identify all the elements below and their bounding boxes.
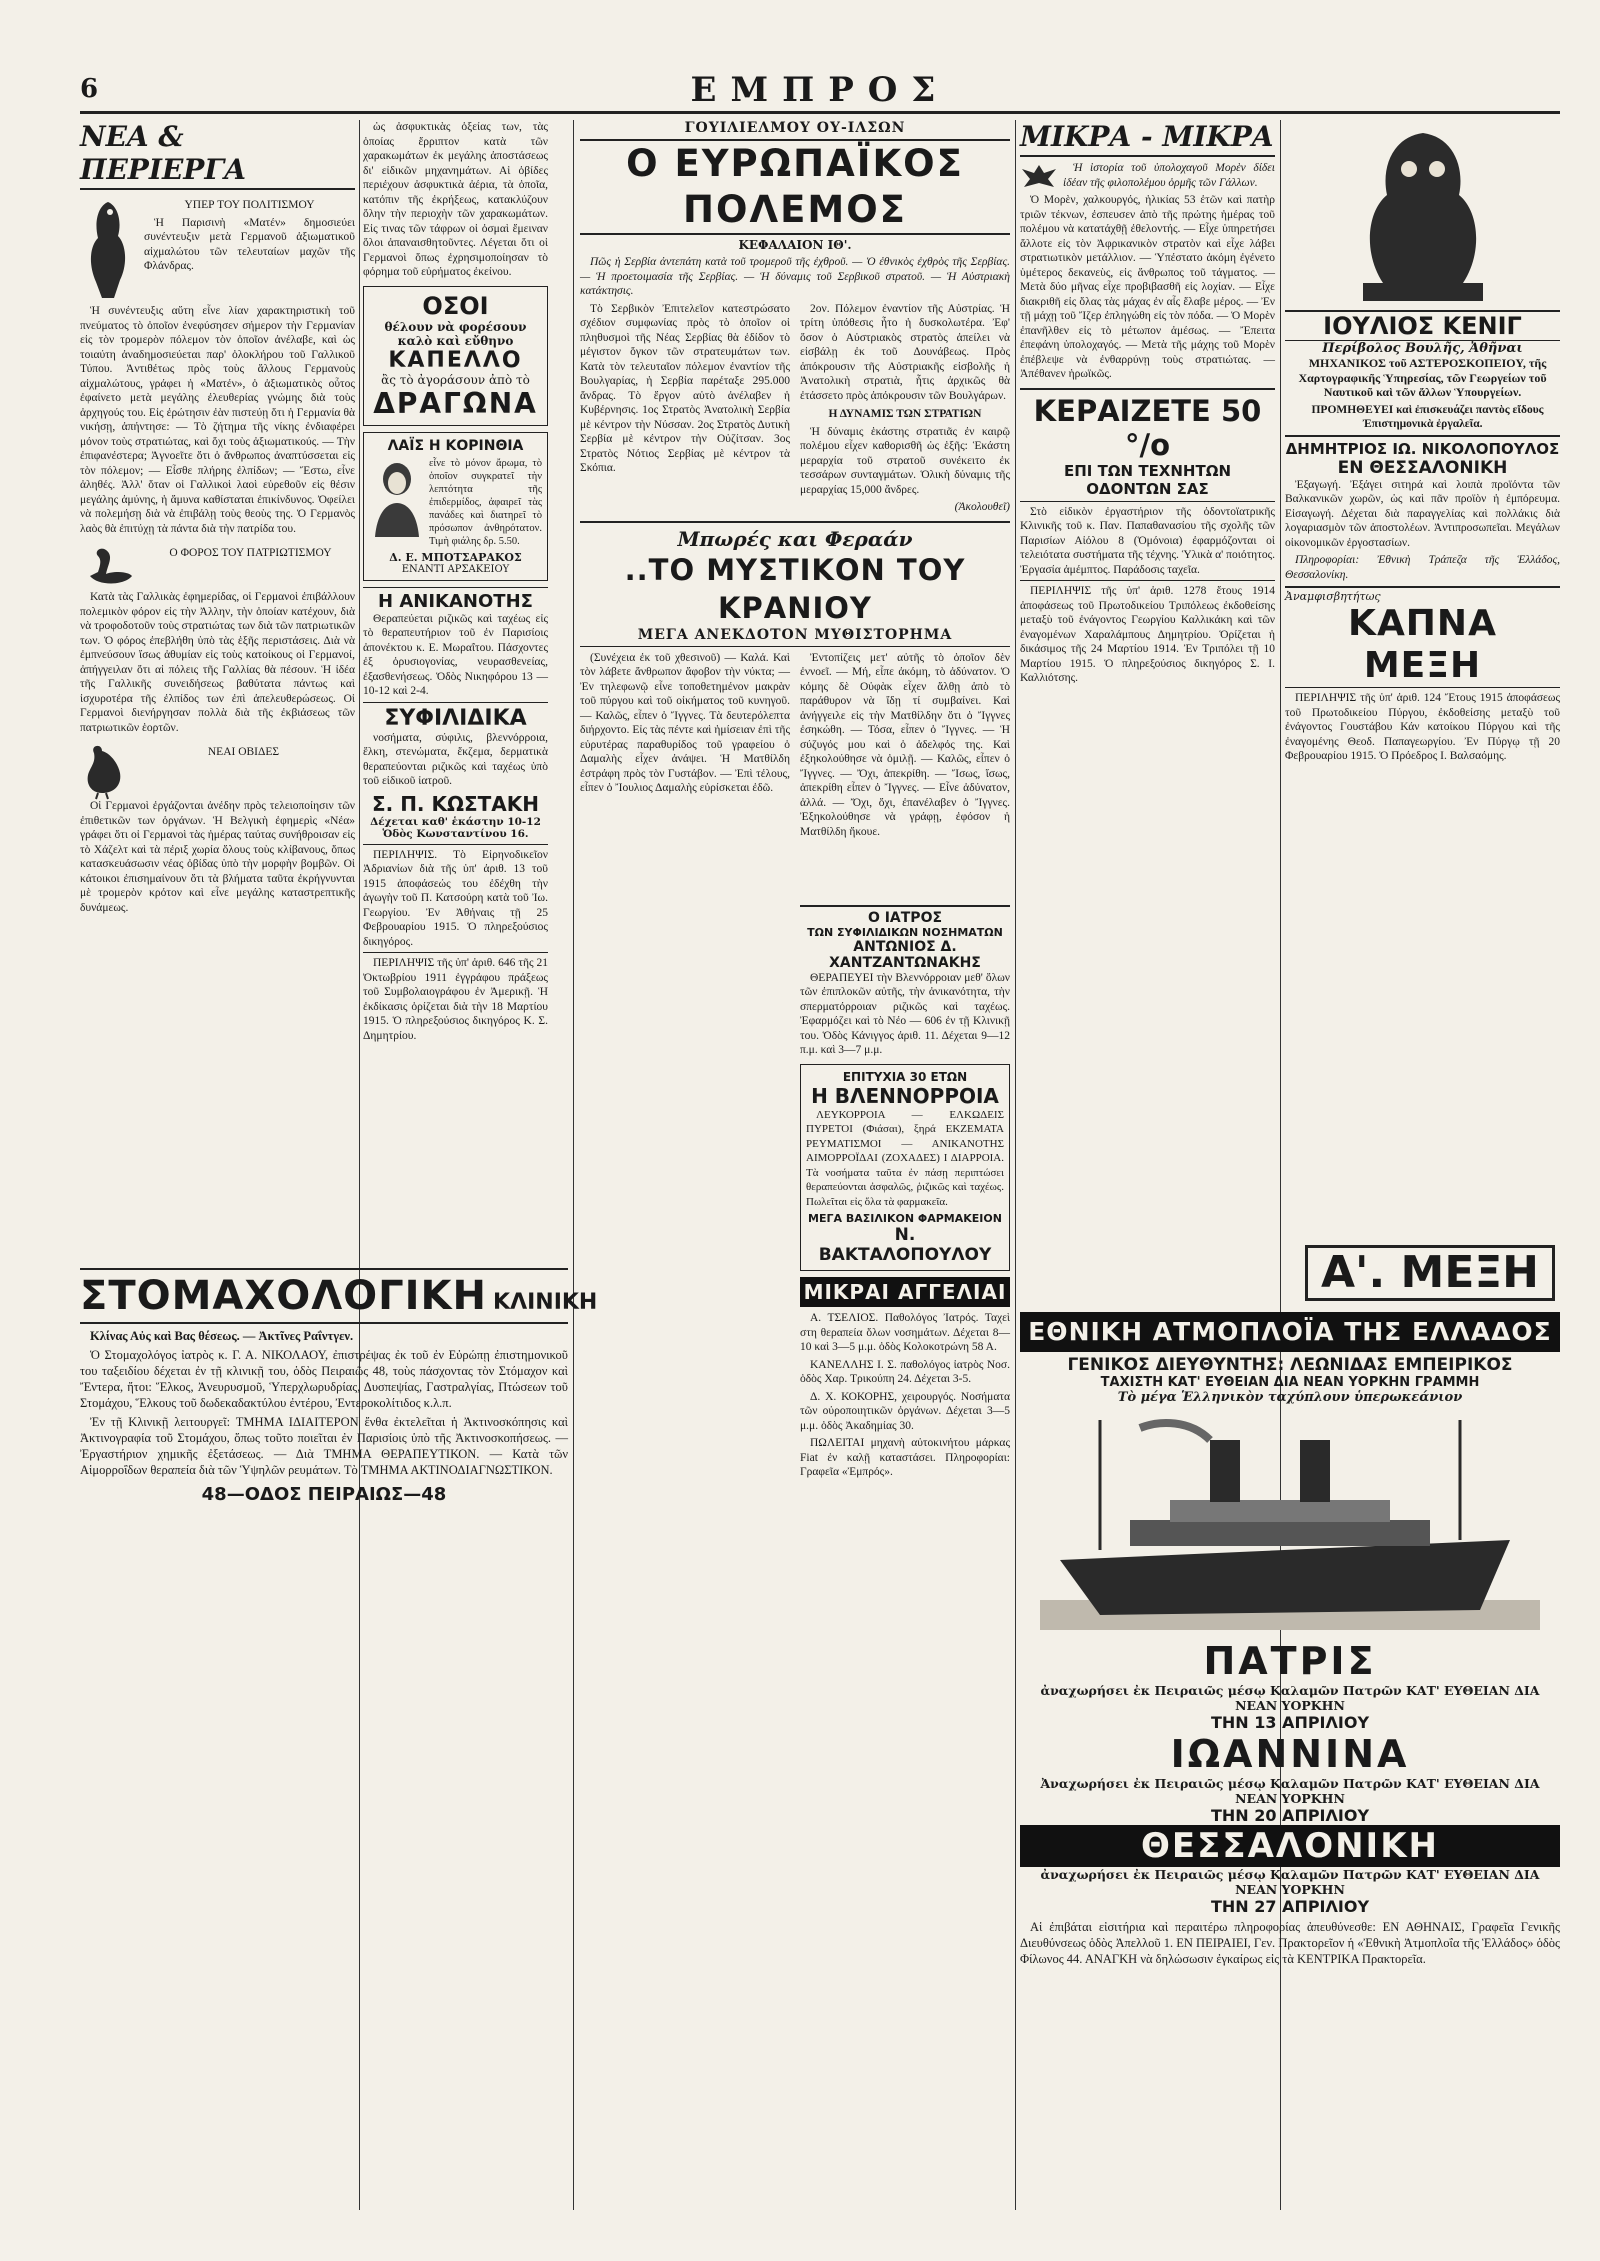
item-head: Ο ΦΟΡΟΣ ΤΟΥ ΠΑΤΡΙΩΤΙΣΜΟΥ [169, 547, 332, 559]
vessel-route: Ἀναχωρήσει ἐκ Πειραιῶς μέσῳ Καλαμῶν Πατρῶν ΚΑΤ' ΕΥΘΕΙΑΝ ΔΙΑ ΝΕΑΝ ΥΟΡΚΗΝ [1040, 1776, 1540, 1806]
ship-company: ΕΘΝΙΚΗ ΑΤΜΟΠΛΟΪΑ ΤΗΣ ΕΛΛΑΔΟΣ [1020, 1312, 1560, 1352]
classified-ad: ΚΑΝΕΛΛΗΣ Ι. Σ. παθολόγος ἰατρὸς Νοσ. ὁδὸς Χαρ. Τρικούπη 24. Δέχεται 3-5. [800, 1358, 1010, 1385]
item-lead: Ἡ Παρισινὴ «Ματέν» δημοσιεύει συνέντευξιν μετὰ Γερμανοῦ ἀξιωματικοῦ αἰχμαλώτου τῶν τελευταίων μαχῶν τῆς Φλάνδρας. [144, 216, 355, 272]
pharmacy-owner: Ν. ΒΑΚΤΑΛΟΠΟΥΛΟΥ [818, 1225, 992, 1265]
classified-ad: Δ. Χ. ΚΟΚΟΡΗΣ, χειρουργός. Νοσήματα τῶν οὐροποιητικῶν ὀργάνων. Δέχεται 3—5 μ.μ. ὁδὸς Ἀκαδημίας 30. [800, 1390, 1010, 1432]
clinic-line: Ἐν τῇ Κλινικῇ λειτουργεῖ: ΤΜΗΜΑ ΙΔΙΑΙΤΕΡΟΝ ἔνθα ἐκτελεῖται ἡ Ἀκτινοσκόπησις καὶ Ἀκτινογραφία τοῦ Στομάχου, ὅπως τοῦτο ποιεῖται ἐν Παρισίοις ὑπὸ τῆς Ἀκτινοσκοπήσεως. — Ἐργαστήριον χημικῆς ἐξετάσεως. — Διὰ ΤΜΗΜΑ ΘΕΡΑΠΕΥΤΙΚΟΝ. — Κατὰ τῶν Αἱμορροΐδων θεραπεία διὰ τῶν Ὑψηλῶν ρευμάτων. Τὸ ΤΜΗΜΑ ΑΚΤΙΝΟΔΙΑΓΝΩΣΤΙΚΟΝ. [80, 1415, 568, 1477]
news-lead: Ἡ ἱστορία τοῦ ὑπολοχαγοῦ Μορὲν δίδει ἰδέαν τῆς φιλοπολέμου ὁρμῆς τῶν Γάλλων. [1063, 162, 1275, 189]
eagle-emblem-icon [1020, 161, 1058, 191]
doctor-name: ΑΝΤΩΝΙΟΣ Δ. ΧΑΝΤΖΑΝΤΩΝΑΚΗΣ [829, 938, 981, 971]
classifieds-title: ΜΙΚΡΑΙ ΑΓΓΕΛΙΑΙ [800, 1277, 1010, 1307]
perfume-ad [363, 432, 548, 581]
vessel-name: ΠΑΤΡΙΣ [1203, 1639, 1377, 1683]
article-subhead: Η ΔΥΝΑΜΙΣ ΤΩΝ ΣΤΡΑΤΙΩΝ [828, 408, 982, 420]
ad-body: Ἐξαγωγή. Ἐξάγει σιτηρά καὶ λοιπὰ προϊόντα τῶν Βαλκανικῶν χωρῶν, ὡς καὶ πᾶν προϊὸν ἡ ἐμπόρευμα. Εἰσαγωγή. Δέχεται διὰ παραγγελίας καὶ πολλάκις διὰ λογαριασμὸν τῶν ἀποστολέων. Ἀντιπροσωπεῖαι. Μεγάλων οἰκονομικῶν ἐργοστασίων. [1285, 478, 1560, 549]
column-rule [1015, 120, 1016, 2210]
serial-text: Ἐντοπίζεις μετ' αὐτῆς τὸ ὁποῖον δὲν ἐννοεῖ. — Μή, εἶπε ἀκόμη, τὸ ἀδύνατον. Ὁ κόμης δὲ Οὐφὰκ εἶχεν ἄλθῃ ἀπὸ τὸ παράθυρον νὰ ἴδῃ τί συμβαίνει. Καὶ ἀνήγγειλε εἰς τὴν Ματθίλδην ὅτι ὁ Ἴγγνες ἐσηκώθη. — Τόσα, εἶπεν ὁ Ἴγγνες. — Ἡ σύζυγός μου καὶ ὁ ἀδελφός της. Καὶ ἐξηκολούθησε νὰ ὁμιλῇ. — Καλῶς, εἶπεν ὁ Ἴγγνες. — Ὄχι, ἀπεκρίθη. — Ἴσως, ἴσως, ἀπεκρίθη εἶπεν ὁ Ἴγγνες. — Εἶνε ἀδύνατον, ἀλλά. — Ὄχι, ὄχι, ἐπανέλαβεν ὁ Ἴγγνες. Ἐξηκολούθησε νὰ γράφῃ, ἐφόσον ἡ Ματθίλδη ἤκουε. [800, 651, 1010, 838]
article-text: 2ον. Πόλεμον ἐναντίον τῆς Αὐστρίας. Ἡ τρίτη ὑπόθεσις ἦτο ἡ δυσκολωτέρα. Ἐφ' ὅσον ὁ Αὐστριακὸς στρατὸς ἀπείλει νὰ εἰσβάλῃ ἐκ τοῦ Δουνάβεως. Πρὸς ἀπόκρουσιν τῆς Αὐστριακῆς εἰσβολῆς ἡ Ἀνατολικὴ στρατιὰ, ἧτις ἀρχικῶς θὰ ἐτάσσετο πρὸς ἀπόκρουσιν τῶν Βουλγάρων. [800, 302, 1010, 402]
clinic-box-ad [800, 1064, 1010, 1272]
column-ads-right [1285, 120, 1560, 1240]
item-head: ΝΕΑΙ ΟΒΙΔΕΣ [207, 746, 280, 758]
tobacco-ad [1285, 586, 1560, 687]
chapter-label: ΚΕΦΑΛΑΙΟΝ ΙΘ'. [738, 238, 852, 252]
ad-body: ΜΗΧΑΝΙΚΟΣ τοῦ ΑΣΤΕΡΟΣΚΟΠΕΙΟΥ, τῆς Χαρτογραφικῆς Ὑπηρεσίας, τῶν Γεωργείων τοῦ Ναυτικοῦ καὶ τῶν ἄλλων Ὑπουργείων. [1298, 356, 1547, 399]
ship-director: ΓΕΝΙΚΟΣ ΔΙΕΥΘΥΝΤΗΣ: ΛΕΩΝΙΔΑΣ ΕΜΠΕΙΡΙΚΟΣ [1067, 1355, 1513, 1375]
ship-subtitle: Τὸ μέγα Ἑλληνικὸν ταχύπλουν ὑπερωκεάνιον [1117, 1390, 1463, 1405]
ship-contact: Αἱ ἐπιβάται εἰσιτήρια καὶ περαιτέρω πληροφορίας ἀπευθύνεσθε: ΕΝ ΑΘΗΝΑΙΣ, Γραφεῖα Γενικῆς Διευθύνσεως ὁδὸς Ἀπελλοῦ 1. ΕΝ ΠΕΙΡΑΙΕΙ, Γεν. Πρακτορεῖον ἡ «Ἐθνικὴ Ἀτμοπλοΐα τῆς Ἑλλάδος» ὁδὸς Φίλωνος 44. ΑΝΑΓΚΗ νὰ δηλώσωσιν ἐγκαίρως εἰς τὰ ΚΕΝΤΡΙΚΑ Πρακτορεῖα. [1020, 1920, 1560, 1966]
item-body: Οἱ Γερμανοὶ ἐργάζονται ἀνέδην πρὸς τελειοποίησιν τῶν ἐπιθετικῶν των ὀργάνων. Ἡ Βελγικὴ ἐφημερὶς «Νέα» γράφει ὅτι οἱ Γερμανοὶ τὰς ἡμέρας ταύτας συνήθροισαν εἰς τὸ Χάζελτ καὶ τὰ πέριξ χωρία ὅλους τοὺς κλίβανους, ὅπως κατασκευάσωσιν νέας ὀβίδας ὑπὸ τὴν μορφὴν βομβῶν. Οἱ κάτοικοι ἐπισημαίνουν ὅτι τὰ βλήματα ταῦτα ἐκρήγνυνται μὲ τρομερὸν κρότον καὶ εἶνε μεγάλης καταστρεπτικῆς δυνάμεως. [80, 800, 355, 914]
hat-ad [363, 286, 548, 426]
article-text: Τὸ Σερβικὸν Ἐπιτελεῖον κατεστρώσατο σχέδιον συμφωνίας πρὸς τὸ ὁποῖον οἱ πληθυσμοὶ τῆς Νέας Σερβίας θὰ ἐδίδον τὸ μέγιστον ὄγκον τῶν στρατευμάτων των. Κατὰ τὸν τελευταῖον πόλεμον ἐναντίον τῆς Βουλγαρίας, ἡ Σερβία παρέταξε 295.000 ἄνδρας. Τὸ ἔργον αὐτὸ ἀνέλαβεν ἡ Κυβέρνησις. 1ος Στρατὸς Ἀνατολικὴ Σερβία μὲ κέντρον τὴν Νύσσαν. 2ος Στρατὸς Δυτικὴ Σερβία μὲ κέντρον τὴν Οὐζίτσαν. 3ος Στρατὸς Νότιος Σερβίας μὲ κέντρον τὰ Σκόπια. [580, 302, 790, 474]
item-body: Ἡ συνέντευξις αὕτη εἶνε λίαν χαρακτηριστικὴ τοῦ πνεύματος τὸ ὁποῖον ἐνεφύσησεν σήμερον τὴν Γερμανίαν εἰς τὸν τρομερὸν πόλεμον τὸν ὁποῖον ἀνέλαβε, καὶ ὡς τοιαύτη ἀναδημοσιεύεται παρ' ὁλοκλήρου τοῦ Γαλλικοῦ Τύπου. Ἀντιθέτως πρὸς τοὺς ἄλλους Γερμανοὺς αἰχμαλώτους, γράφει ἡ «Ματέν», ὁ ἀξιωματικὸς οὗτος ἐφαίνετο μετὰ μεγάλης ἐλευθερίας γνώμης διὰ τοὺς ἀρχηγούς του. Εἰς ἐρώτησιν ἐὰν πιστεύῃ ὅτι ἡ Γερμανία θὰ νικήσῃ, ἀπήντησε: — Τὸ ζήτημα τῆς νίκης ἐνδιαφέρει μόνον τοὺς στρατιώτας, καὶ ὄχι τοὺς ἀξιωματικούς. — Τὴν ἐπιφανέστερα; Ἀγνοεῖτε ὅτι ὁ ἄνθρωπος ἀναπτύσσεται εἰς τὸν πόλεμον; — Εἶσθε πλήρης ἐλπίδων; — Ἔστω, εἶνε ἀληθές. Ἀλλ' ὅταν οἱ Γαλλικοὶ λαοὶ εὑρεθοῦν εἰς θέσιν μεγάλης ἀμύνης, ἡ ἄμυνα καθίσταται ἐπικίνδυνος. Ὀφείλει νὰ πολεμήσῃ διὰ νὰ ἐπιβάλῃ τοὺς θεοὺς της. Ὁ Γερμανὸς λαὸς θὰ ἐπιτύχῃ τὰ πάντα διὰ τὴν πατρίδα του. [80, 305, 355, 535]
newspaper-title: ΕΜΠΡΟΣ [690, 70, 950, 110]
vessel-date: ΤΗΝ 20 ΑΠΡΙΛΙΟΥ [1210, 1806, 1370, 1825]
ad-title: Η ΒΛΕΝΝΟΡΡΟΙΑ [811, 1083, 999, 1108]
masthead [80, 70, 1560, 114]
clinic-headline-2: ΚΛΙΝΙΚΗ [493, 1290, 598, 1315]
doctor-hours: Δέχεται καθ' ἑκάστην 10-12 Ὁδὸς Κωνσταντίνου 16. [370, 815, 541, 840]
war-headline: Ο ΕΥΡΩΠΑΪΚΟΣ ΠΟΛΕΜΟΣ [580, 139, 1010, 235]
ad-body: ΛΕΥΚΟΡΡΟΙΑ — ΕΛΚΩΔΕΙΣ ΠΥΡΕΤΟΙ (Φιάσαι), ξηρά ΕΚΖΕΜΑΤΑ ΡΕΥΜΑΤΙΣΜΟΙ — ΑΝΙΚΑΝΟΤΗΣ ΑΙΜΟΡΡΟΪΔΑΙ (ΖΟΧΑΔΕΣ) Ι ΔΙΑΡΡΟΙΑ. Τὰ νοσήματα ταῦτα ἐν πάσῃ περιπτώσει θεραπεύονται ἀσφαλῶς, ῥιζικῶς καὶ ταχέως. Πωλεῖται εἰς ὅλα τὰ φαρμακεῖα. [806, 1108, 1004, 1208]
article-continuation: ὡς ἀσφυκτικὰς ὀξείας των, τὰς ὁποίας ἔρριπτον κατὰ τῶν χαρακωμάτων ἐκ μεγάλης ἀποστάσεως δι' εἰδικῶν μηχανημάτων. Αἱ ὀβίδες περιέχουν ἀσφυκτικὰ ἀέρια, τὰ ὁποῖα, κατόπιν τῆς ἐκρήξεως, κατακλύζουν ὅλην τὴν περιοχὴν τῶν χαρακωμάτων. Εἰς τινας τῶν τάφρων οἱ ὀσμαὶ ἔμειναν ὅλοι ἀπαναισθητοῦντες. Λέγεται ὅτι οἱ Γερμανοὶ ὅπως ἐχρησιμοποίησαν τὸ φόρημα τοῦ εὐρήματος ἐκείνου. [363, 121, 548, 278]
classified-ad: Α. ΤΣΕΛΙΟΣ. Παθολόγος Ἰατρός. Ταχεὶ στη θεραπεία ὅλων νοσημάτων. Δέχεται 8—10 καὶ 3—5 μ.μ. ὁδὸς Κολοκοτρώνη 58 Α. [800, 1312, 1010, 1353]
ad-body: ΠΡΟΜΗΘΕΥΕΙ καὶ ἐπισκευάζει παντὸς εἴδους Ἐπιστημονικὰ ἐργαλεῖα. [1311, 403, 1544, 430]
ad-line: ἂς τὸ ἀγοράσουν ἀπὸ τὸ [381, 372, 530, 387]
serial-subtitle: ΜΕΓΑ ΑΝΕΚΔΟΤΟΝ ΜΥΘΙΣΤΟΡΗΜΑ [580, 627, 1010, 647]
shipping-ad [1020, 1312, 1560, 2208]
lady-portrait-icon [369, 457, 425, 537]
pharmacy-name: ΜΕΓΑ ΒΑΣΙΛΙΚΟΝ ΦΑΡΜΑΚΕΙΟΝ [808, 1212, 1002, 1225]
ad-title: ΙΟΥΛΙΟΣ ΚΕΝΙΓ [1285, 310, 1560, 341]
series-title: ΓΟΥΙΛΙΕΛΜΟΥ ΟΥ-ΙΛΣΩΝ [684, 120, 906, 136]
ad-title: ΕΠΙΤΥΧΙΑ 30 ΕΤΩΝ [842, 1069, 968, 1084]
ad-address: Περίβολος Βουλῆς, Ἀθῆναι [1322, 341, 1523, 356]
clinic-headline: ΣΤΟΜΑΧΟΛΟΓΙΚΗ [80, 1273, 488, 1319]
ad-line: ΟΣΟΙ [422, 291, 489, 320]
serial-authors: Μπωρές και Φεραάν [677, 526, 913, 551]
news-body: Ὁ Μορὲν, χαλκουργός, ἡλικίας 53 ἐτῶν καὶ πατὴρ τριῶν τέκνων, ἐσπευσεν ἀπὸ τῆς πρώτης ἡμέρας τοῦ πολέμου νὰ κατατάχθῇ ἐθελοντής. — Εἶχε ὑπηρετήσει ἄλλοτε εἰς τὸν Ἀφρικανικὸν στρατὸν καὶ εἶχε λάβει στρατιωτικὸν μετάλλιον. — Ὑπέστατο ἀκόμη ἐγένετο ὑμέτερος δεκανεὺς, εἰς ἄνθρωπος τοῦ τάγματος. — Μετὰ δύο μῆνας εἶχε προβιβασθῆ εἰς λοχίαν. — Εἶχε διακριθῆ εἰς ὅλας τὰς μάχας ἐν αἷς ἔλαβε μέρος. — Ἐν τῇ μάχῃ τοῦ Ἴζερ ἐπληγώθη εἰς τὸν πόδα. — Ὁ Μορὲν ἐπανῆλθεν εἰς τὸ μέτωπον ἀμέσως. — Ἔπειτα ἐπεφάνη ὑπολοχαγός. — Μετὰ τῆς μάχης τοῦ Μορὲν ἐπέβλεψε νὰ ἐνθαρρύνῃ τοὺς στρατιώτας. — Ἀπέθανεν ἡρωϊκῶς. [1020, 194, 1275, 380]
ad-line: καλὸ καὶ εὔθηνο [397, 333, 514, 348]
ship-route: ΤΑΧΙΣΤΗ ΚΑΤ' ΕΥΘΕΙΑΝ ΔΙΑ ΝΕΑΝ ΥΟΡΚΗΝ ΓΡΑΜΜΗ [1100, 1375, 1480, 1390]
item-head: ΥΠΕΡ ΤΟΥ ΠΟΛΙΤΙΣΜΟΥ [184, 199, 315, 211]
column-rule [573, 120, 574, 2210]
ad-title: ΔΗΜΗΤΡΙΟΣ ΙΩ. ΝΙΚΟΛΟΠΟΥΛΟΣ [1285, 435, 1560, 458]
ad-body: εἶνε τὸ μόνον ἄρωμα, τὸ ὁποῖον συγκρατεῖ τὴν λεπτότητα τῆς ἐπιδερμίδος, ἀφαιρεῖ τὰς πανάδες καὶ διατηρεῖ τὸ πρόσωπον ἀνθηρότατον. Τιμὴ φιάλης δρ. 5.50. [429, 457, 542, 547]
legal-notice: ΠΕΡΙΛΗΨΙΣ τῆς ὑπ' ἀριθ. 1278 ἔτους 1914 ἀποφάσεως τοῦ Πρωτοδικείου Τριπόλεως ἐκδοθείσης μεταξὺ τοῦ ἐνάγοντος Γεωργίου Καλλικάκη καὶ τῶν ἐναγομένων Χαραλάμπους Δημητρίου. Ὁρίζεται ἡ δικάσιμος τῆς 24 Μαρτίου 1914. Ἐν Τριπόλει τῇ 10 Μαρτίου 1915. Ὁ πληρεξούσιος δικηγόρος Σ. Ι. Καλλιότσης. [1020, 585, 1275, 684]
meksi-sign: Α'. ΜΕΞΗ [1305, 1245, 1555, 1301]
swan-icon [80, 542, 140, 590]
dental-ad [1020, 388, 1275, 578]
vessel-date: ΤΗΝ 13 ΑΠΡΙΛΙΟΥ [1210, 1713, 1370, 1732]
ad-city: ΕΝ ΘΕΣΣΑΛΟΝΙΚΗ [1337, 457, 1508, 478]
serial-text: (Συνέχεια ἐκ τοῦ χθεσινοῦ) — Καλά. Καὶ τὸν λάβετε ἄνθρωπον ἄφοβον τὴν νύκτα; — Ἐν τηλεφωνῷ εἶνε τοποθετημένον μακρὰν τοῦ πύργου καὶ τοῦ οἰκήματος τοῦ κυνηγοῦ. — Καλῶς, εἶπεν ὁ Ἴγγνες. Τὰ δευτερόλεπτα διήρχοντο. Εἰς τὰς πέντε καὶ ἡμίσειαν ἐπὶ τῆς εὐρυτέρας παραθυρίδος τοῦ γραφείου ὁ Δαμαλὴς εἶχεν ἀνάψει. Ἡ Ματθίλδη ἐστράφη πρὸς τὸν Γυστάβον. — Ἐπὶ τέλους, εἶπεν ὁ Ἴουλιος Δαμαλὴς εὑρίσκεται ἐδῶ. [580, 651, 790, 794]
ad-body: Πληροφορίαι: Ἐθνικὴ Τράπεζα τῆς Ἑλλάδος, Θεσσαλονίκη. [1285, 554, 1560, 581]
steamship-illustration [1020, 1407, 1560, 1637]
eagle-icon [80, 194, 138, 304]
vessel-name: ΙΩΑΝΝΙΝΑ [1170, 1732, 1410, 1776]
legal-notice: ΠΕΡΙΛΗΨΙΣ τῆς ὑπ' ἀριθ. 646 τῆς 21 Ὀκτωβρίου 1911 ἐγγράφου πράξεως τοῦ Συμβολαιογράφου ἐν Ἀμερικῇ. Ἡ ἐκδίκασις ὁρίζεται διὰ τὴν 18 Μαρτίου 1915. Ὁ πληρεξούσιος δικηγόρος Κ. Σ. Δημητρίου. [363, 957, 548, 1042]
ad-title: Ο ΙΑΤΡΟΣ [867, 909, 943, 926]
section-title: ΝΕΑ & ΠΕΡΙΕΡΓΑ [80, 120, 355, 190]
ad-subtitle: ΕΠΙ ΤΩΝ ΤΕΧΝΗΤΩΝ ΟΔΟΝΤΩΝ ΣΑΣ [1020, 462, 1275, 502]
ad-title: ΣΥΦΙΛΙΔΙΚΑ [363, 702, 548, 731]
vessel-route: ἀναχωρήσει ἐκ Πειραιῶς μέσῳ Καλαμῶν Πατρῶν ΚΑΤ' ΕΥΘΕΙΑΝ ΔΙΑ ΝΕΑΝ ΥΟΡΚΗΝ [1040, 1683, 1540, 1713]
vessel-date: ΤΗΝ 27 ΑΠΡΙΛΙΟΥ [1210, 1897, 1370, 1916]
column-small-news [1020, 120, 1275, 1260]
serial-title: ..ΤΟ ΜΥΣΤΙΚΟΝ ΤΟΥ ΚΡΑΝΙΟΥ [624, 552, 966, 625]
ad-title: ΚΕΡΑΙΖΕΤΕ 50 °/ο [1033, 393, 1262, 462]
doctor-name: Σ. Π. ΚΩΣΤΑΚΗ [371, 791, 540, 816]
legal-notice: ΠΕΡΙΛΗΨΙΣ τῆς ὑπ' ἀριθ. 124 Ἔτους 1915 ἀποφάσεως τοῦ Πρωτοδικείου Πύργου, ἐκδοθείσης μεταξὺ τοῦ ἐνάγοντος Γουστάβου Κάν κατοίκου Πύργου καὶ τῆς ἐναγομένης Θεοδ. Παπαγεωργίου. Ἐν Πύργῳ τῇ 20 Φεβρουαρίου 1915. Ὁ Πρόεδρος Ι. Βαλσαόμης. [1285, 692, 1560, 762]
legal-notice: ΠΕΡΙΛΗΨΙΣ. Τὸ Εἰρηνοδικεῖον Ἀδριανίων διὰ τῆς ὑπ' ἀριθ. 13 τοῦ 1915 ἀποφάσεώς του ἐδέχθη τὴν ἀγωγὴν τοῦ Π. Κατσούρη κατὰ τοῦ Ἰω. Γεωργίου. Ἐν Ἀθήναις τῇ 25 Φεβρουαρίου 1915. Ὁ πληρεξούσιος δικηγόρος. [363, 848, 548, 948]
item-body: Κατὰ τὰς Γαλλικὰς ἐφημερίδας, οἱ Γερμανοὶ ἐπιβάλλουν πολεμικὸν φόρον εἰς τὴν Ἀλλην, τὴν ὁποίαν κατέχουν, διὰ νὰ τροφοδοτοῦν τοὺς στρατιώτας των διὰ τῶν πατριωτικῶν των. Ὁ φόρος ἐπεβλήθη ὑπὸ τὰς ἑξῆς περιστάσεις. Διὰ νὰ ἐμπνεύσουν ἴσως ἀθυμίαν εἰς τοὺς κατοίκους οἱ Γερμανοί, ἀπήγγειλαν ὅτι αἱ πόλεις τῆς Γαλλίας θὰ πέσουν. Ἡ ἰδέα τῆς Γαλλικῆς συνειδήσεως βαθύτατα πάντως καὶ ἰσχυροτέρα τῆς ἐλπίδος των ἐπὶ ἀπελευθερώσεως. Οἱ Γερμανοὶ διενήργησαν πολλὰ διὰ τῆς ἐκβιάσεως τῶν πατριωτικῶν ἑορτῶν. [80, 591, 355, 734]
ad-body: Στὸ εἰδικὸν ἐργαστήριον τῆς ὀδοντοϊατρικῆς Κλινικῆς τοῦ κ. Παν. Παπαθανασίου τῆς σχολῆς τῶν Παρισίων Αἰόλου 8 (Ὁμόνοια) ἐφαρμόζονται οἱ τελειότατα συστήματα τῆς τέχνης. Ὑλικὰ α' ποιότητος. Ἐργασία ἀμέμπτος. Παράδοσις ταχεῖα. [1020, 505, 1275, 576]
ad-tagline: Ἀναμφισβητήτως [1285, 590, 1381, 603]
column-news [80, 120, 355, 1260]
ad-seller: Δ. Ε. ΜΠΟΤΣΑΡΑΚΟΣ [389, 550, 522, 564]
chapter-summary: Πῶς ἡ Σερβία ἀντεπάτη κατὰ τοῦ τρομεροῦ τῆς ἐχθροῦ. — Ὁ ἐθνικὸς ἐχθρὸς τῆς Σερβίας. — Ἡ προετοιμασία τῆς Σερβίας. — Ἡ δύναμις τοῦ Σερβικοῦ στρατοῦ. — Ἡ Αὐστριακὴ κατάκτησις. [580, 256, 1010, 297]
clinic-line: Ὁ Στομαχολόγος ἰατρὸς κ. Γ. Α. ΝΙΚΟΛΑΟΥ, ἐπιστρέψας ἐκ τοῦ ἐν Εὐρώπῃ ἐπιστημονικοῦ του ταξειδίου δέχεται ἐν τῇ κλινικῇ του, ὁδὸς Πειραιῶς 48, τοὺς πάσχοντας τὸν Στόμαχον καὶ Ἔντερα, ἤτοι: Ἕλκος, Ἀνευρυσμοῦ, Ὑπερχλωρυδρίας, Δυσπεψίας, Γαστραλγίας, Πτώσεων τοῦ Στομάχου, Ἕλκους τοῦ δωδεκαδακτύλου ἐντέρου, Ἐντεροκολίτιδος κ.λ.π. [80, 1348, 568, 1410]
stomach-clinic-ad [80, 1268, 598, 2208]
vessel-name: ΘΕΣΣΑΛΟΝΙΚΗ [1020, 1825, 1560, 1867]
ad-body: ΘΕΡΑΠΕΥΕΙ τὴν Βλεννόρροιαν μεθ' ὅλων τῶν ἐπιπλοκῶν αὐτῆς, τὴν ἀνικανότητα, τὴν σπερματόρροιαν ριζικῶς καὶ ταχέως. Ἐφαρμόζει καὶ τὸ Νέο — 606 ἐν τῇ Κλινικῇ του. Ὁδὸς Κάνιγγος ἀριθ. 11. Δέχεται 9—12 π.μ. καὶ 3—7 μ.μ. [800, 971, 1010, 1056]
ad-line: ΔΡΑΓΩΝΑ [373, 386, 538, 420]
ad-line: θέλουν νὰ φορέσουν [384, 319, 527, 334]
venereal-doctor-ad [800, 905, 1010, 1058]
vessel-route: ἀναχωρήσει ἐκ Πειραιῶς μέσῳ Καλαμῶν Πατρῶν ΚΑΤ' ΕΥΘΕΙΑΝ ΔΙΑ ΝΕΑΝ ΥΟΡΚΗΝ [1040, 1867, 1540, 1897]
classified-ad: ΠΩΛΕΙΤΑΙ μηχανὴ αὐτοκινήτου μάρκας Fiat ἐν καλῇ καταστάσει. Πληροφορίαι: Γραφεῖα «Ἐμπρός». [800, 1437, 1010, 1478]
owl-statue-icon [1323, 123, 1523, 308]
column-ads-left [363, 120, 548, 1260]
ad-body: Θεραπεύεται ριζικῶς καὶ ταχέως εἰς τὸ θεραπευτήριον τοῦ ἐν Παρισίοις ἀπονέκτου κ. Ε. Μωραΐτου. Πάσχοντες ἐξ ὀρυσιογονίας, νευρασθενείας, ἐξασθενήσεως. Ὁδὸς Νικηφόρου 13 — 10-12 καὶ 2-4. [363, 612, 548, 697]
page-number: 6 [80, 74, 99, 104]
ad-line: ΚΑΠΕΛΛΟ [388, 347, 523, 373]
section-title: ΜΙΚΡΑ - ΜΙΚΡΑ [1020, 120, 1275, 157]
clinic-line: Κλίνας Αὐς καὶ Βας θέσεως. — Ἀκτῖνες Ραΐντγεν. [90, 1329, 354, 1343]
ad-seller-address: ΕΝΑΝΤΙ ΑΡΣΑΚΕΙΟΥ [401, 563, 510, 575]
ad-title: ΛΑΪΣ Η ΚΟΡΙΝΘΙΑ [387, 437, 524, 454]
clinic-address: 48—ΟΔΟΣ ΠΕΙΡΑΙΩΣ—48 [201, 1484, 447, 1505]
continued-label: (Ἀκολουθεῖ) [954, 501, 1010, 513]
ad-body: νοσήματα, σύφιλις, βλεννόρροια, ἕλκη, στενώματα, ἔκζεμα, δερματικὰ θεραπεύονται ριζικῶς καὶ ταχέως ὑπὸ τοῦ εἰδικοῦ ἰατροῦ. [363, 731, 548, 787]
rooster-icon [80, 741, 126, 799]
steamship-icon [1040, 1410, 1540, 1635]
article-text: Ἡ δύναμις ἑκάστης στρατιᾶς ἐν καιρῷ πολέμου εἶχεν καθορισθῆ ὡς ἑξῆς: Ἑκάστη μεραρχία τοῦ στρατοῦ συνέκειτο ἐκ τεσσάρων συνταγμάτων. Ὁλικὴ δύναμις τῆς μεραρχίας 15,000 ἄνδρες. [800, 425, 1010, 496]
ad-title: Η ΑΝΙΚΑΝΟΤΗΣ [363, 587, 548, 612]
column-war-serial [580, 120, 1010, 2210]
ad-subtitle: ΤΩΝ ΣΥΦΙΛΙΔΙΚΩΝ ΝΟΣΗΜΑΤΩΝ [807, 925, 1003, 939]
ad-title: ΚΑΠΝΑ ΜΕΞΗ [1348, 603, 1497, 686]
kenig-illustration [1285, 120, 1560, 310]
